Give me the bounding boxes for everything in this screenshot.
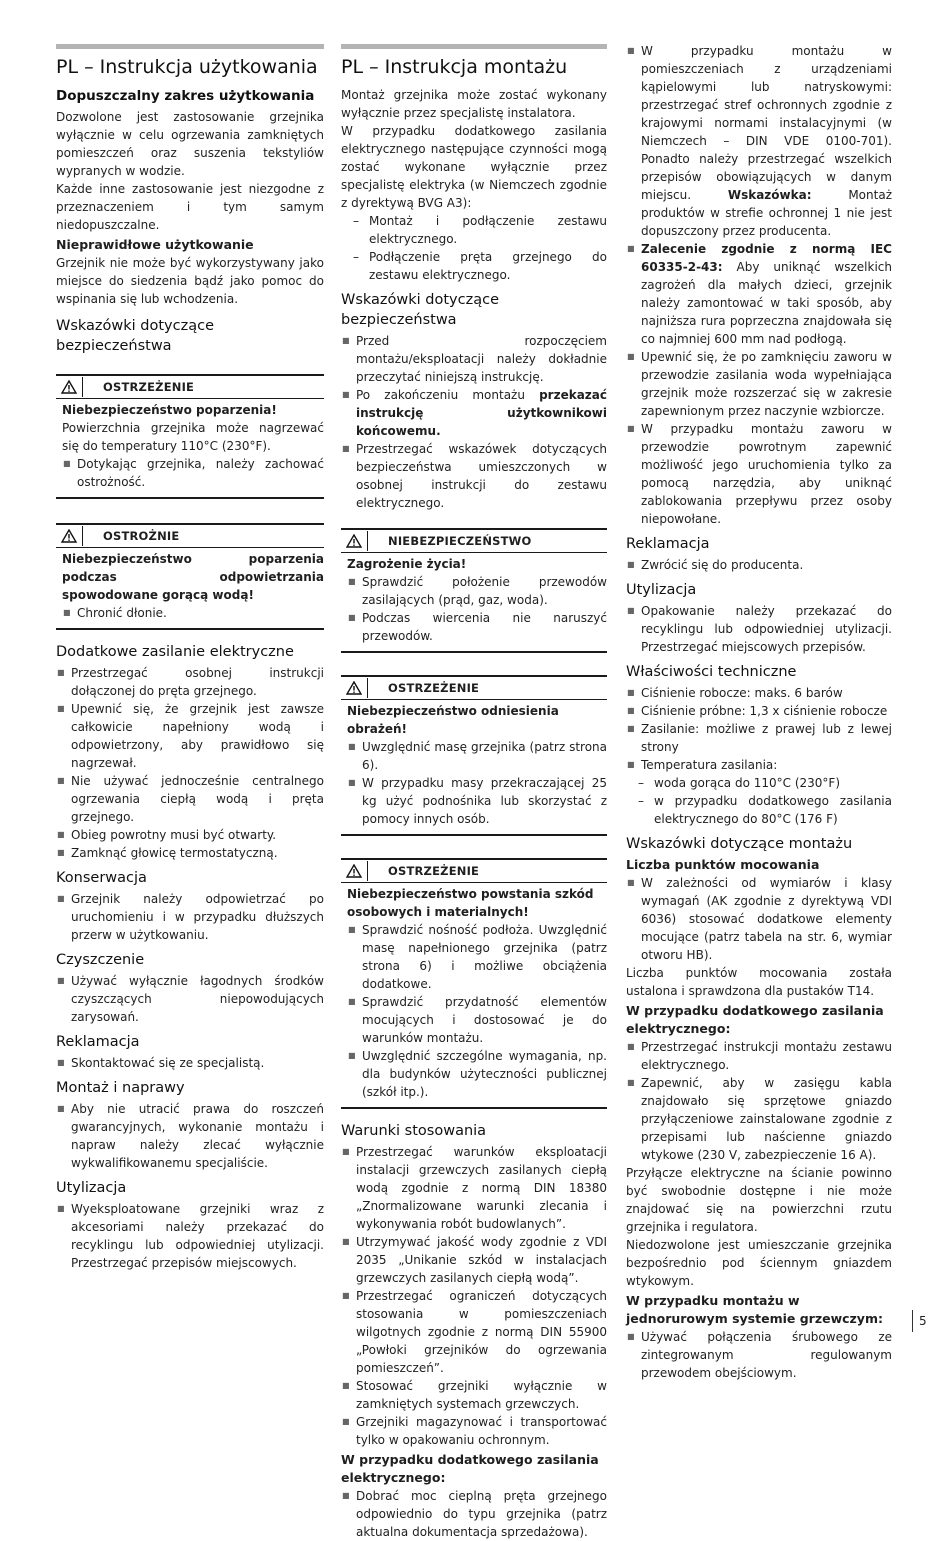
bullet-list — [341, 1143, 607, 1449]
list-item-text: W przypadku montażu w pomieszczeniach z urządzeniami kąpielowymi lub natryskowymi: przestrzegać stref ochronnych zgodnie z krajowymi normami instalacyjnymi (w Niemczech – DIN VDE 0100-701). Ponadto należy przestrzegać wszelkich przepisów obowiązujących w danym miejscu. — [641, 44, 892, 202]
list-item: ■ Upewnić się, że grzejnik jest zawsze całkowicie napełniony wodą i odpowietrzony, aby prawidłowo się nagrzewał. — [56, 700, 324, 772]
bullet-list — [626, 42, 892, 528]
warning-header — [341, 675, 607, 700]
list-item: ■ Przestrzegać instrukcji montażu zestawu elektrycznego. — [626, 1038, 892, 1074]
list-item: ■ Używać połączenia śrubowego ze zintegrowanym regulowanym przewodem obejściowym. — [626, 1328, 892, 1382]
list-item: ■ Przestrzegać wskazówek dotyczących bezpieczeństwa umieszczonych w osobnej instrukcji do zestawu elektrycznego. — [341, 440, 607, 512]
paragraph: Grzejnik nie może być wykorzystywany jako miejsce do siedzenia bądź jako pomoc do wspinania się lub wchodzenia. — [56, 256, 324, 306]
section-heading: Wskazówki dotyczące bezpieczeństwa — [56, 318, 214, 354]
warning-triangle-icon — [341, 861, 368, 881]
list-item-text: Po zakończeniu montażu — [356, 388, 540, 402]
warning-label: OSTRZEŻENIE — [388, 864, 480, 878]
list-item — [626, 42, 892, 240]
warning-body — [56, 399, 324, 499]
list-item: ■ Przestrzegać osobnej instrukcji dołączonej do pręta grzejnego. — [56, 664, 324, 700]
section-heading: Dopuszczalny zakres użytkowania — [56, 88, 315, 104]
warning-header — [341, 858, 607, 883]
list-item: ■ Wyeksploatowane grzejniki wraz z akcesoriami należy przekazać do recyklingu lub odpowiedniej utylizacji. Przestrzegać przepisów miejscowych. — [56, 1200, 324, 1272]
warning-box — [341, 528, 607, 653]
list-item: ■ Grzejniki magazynować i transportować tylko w opakowaniu ochronnym. — [341, 1413, 607, 1449]
column-middle — [341, 44, 607, 1541]
warning-box — [341, 858, 607, 1109]
list-item: ■ Uwzględnić masę grzejnika (patrz strona 6). — [347, 738, 607, 774]
dash-list — [626, 774, 892, 828]
list-item: ■ Przestrzegać ograniczeń dotyczących stosowania w pomieszczeniach wilgotnych zgodnie z normą DIN 55900 „Powłoki grzejników do ogrzewania pomieszczeń”. — [341, 1287, 607, 1377]
warning-box — [341, 675, 607, 836]
bullet-list — [56, 664, 324, 862]
warning-box — [56, 374, 324, 499]
subheading: W przypadku dodatkowego zasilania elektrycznego: — [626, 1003, 884, 1036]
list-item: ■ Ciśnienie robocze: maks. 6 barów — [626, 684, 892, 702]
list-item: ■ Chronić dłonie. — [62, 604, 324, 622]
warning-header — [56, 523, 324, 548]
list-item: ■ Nie używać jednocześnie centralnego ogrzewania ciepłą wodą i pręta grzejnego. — [56, 772, 324, 826]
warning-body — [341, 553, 607, 653]
warning-title: Niebezpieczeństwo poparzenia podczas odpowietrzania spowodowane gorącą wodą! — [62, 552, 324, 602]
warning-triangle-icon — [56, 526, 83, 546]
list-item-emphasis: Wskazówka: — [727, 188, 812, 202]
section-heading: Wskazówki dotyczące montażu — [626, 836, 853, 852]
column-rule — [341, 44, 607, 49]
list-item: ■ Przestrzegać warunków eksploatacji instalacji grzewczych zasilanych ciepłą wodą zgodnie z normą DIN 18380 „Znormalizowane warunki zlecania i wykonywania robót budowlanych”. — [341, 1143, 607, 1233]
list-item: ■ W przypadku montażu zaworu w przewodzie powrotnym zapewnić możliwość jego uruchomienia tylko za pomocą narzędzia, aby uniknąć zablokowania przepływu przez osoby niepowołane. — [626, 420, 892, 528]
list-item-emphasis: Zalecenie zgodnie z normą IEC 60335-2-43: — [641, 242, 892, 274]
list-item: ■ Przed rozpoczęciem montażu/eksploatacji należy dokładnie przeczytać niniejszą instrukcję. — [341, 332, 607, 386]
section-heading: Właściwości techniczne — [626, 664, 797, 680]
list-item-emphasis: przekazać instrukcję użytkownikowi końcowemu. — [356, 388, 607, 438]
list-item: ■ Grzejnik należy odpowietrzać po uruchomieniu i w przypadku dłuższych przerw w użytkowaniu. — [56, 890, 324, 944]
column-right — [626, 42, 892, 1382]
list-item — [626, 240, 892, 348]
subheading: Liczba punktów mocowania — [626, 857, 820, 872]
list-item: ■ Zamknąć głowicę termostatyczną. — [56, 844, 324, 862]
list-item: ■ Ciśnienie próbne: 1,3 x ciśnienie robocze — [626, 702, 892, 720]
list-item: – Montaż i podłączenie zestawu elektrycznego. — [341, 212, 607, 248]
list-item — [341, 386, 607, 440]
list-item: ■ Sprawdzić nośność podłoża. Uwzględnić masę napełnionego grzejnika (patrz strona 6) i możliwe obciążenia dodatkowe. — [347, 921, 607, 993]
list-item: ■ Stosować grzejniki wyłącznie w zamkniętych systemach grzewczych. — [341, 1377, 607, 1413]
warning-triangle-icon — [56, 377, 83, 397]
warning-label: NIEBEZPIECZEŃSTWO — [388, 534, 532, 548]
list-item: ■ Temperatura zasilania: — [626, 756, 892, 774]
warning-label: OSTRZEŻENIE — [388, 681, 480, 695]
section-heading: Warunki stosowania — [341, 1123, 487, 1139]
list-item: ■ W zależności od wymiarów i klasy wymagań (AK zgodnie z dyrektywą VDI 6036) stosować dodatkowe elementy mocujące (patrz tabela na str. 6, wymiar otworu HB). — [626, 874, 892, 964]
bullet-list — [341, 332, 607, 512]
warning-label: OSTROŻNIE — [103, 529, 180, 543]
warning-header — [56, 374, 324, 399]
warning-header — [341, 528, 607, 553]
paragraph: Montaż grzejnika może zostać wykonany wyłącznie przez specjalistę instalatora. — [341, 88, 607, 120]
paragraph: Każde inne zastosowanie jest niezgodne z przeznaczeniem i tym samym niedopuszczalne. — [56, 182, 324, 232]
subheading: W przypadku montażu w jednorurowym systemie grzewczym: — [626, 1293, 883, 1326]
warning-label: OSTRZEŻENIE — [103, 380, 195, 394]
warning-title: Zagrożenie życia! — [347, 557, 467, 571]
list-item: – w przypadku dodatkowego zasilania elektrycznego do 80°C (176 F) — [626, 792, 892, 828]
list-item: ■ Dotykając grzejnika, należy zachować ostrożność. — [62, 455, 324, 491]
warning-triangle-icon — [341, 678, 368, 698]
section-title: PL – Instrukcja montażu — [341, 56, 568, 78]
list-item: ■ Zasilanie: możliwe z prawej lub z lewej strony — [626, 720, 892, 756]
list-item-text: Aby uniknąć wszelkich zagrożeń dla małych dzieci, grzejnik należy zamontować w taki sposób, aby najniższa rura poprzeczna znajdowała się co najmniej 600 mm nad podłogą. — [641, 260, 892, 346]
bullet-list — [626, 684, 892, 774]
page-title: PL – Instrukcja użytkowania — [56, 56, 318, 78]
list-item: ■ Podczas wiercenia nie naruszyć przewodów. — [347, 609, 607, 645]
list-item: ■ Obieg powrotny musi być otwarty. — [56, 826, 324, 844]
paragraph: Dozwolone jest zastosowanie grzejnika wyłącznie w celu ogrzewania zamkniętych pomieszczeń oraz suszenia tekstyliów wypranych w wodzie. — [56, 110, 324, 178]
warning-body — [56, 548, 324, 630]
warning-body — [341, 700, 607, 836]
list-item: – woda gorąca do 110°C (230°F) — [626, 774, 892, 792]
warning-box — [56, 523, 324, 630]
list-item: ■ Aby nie utracić prawa do roszczeń gwarancyjnych, wykonanie montażu i napraw należy zlecać wyłącznie wykwalifikowanemu specjaliście. — [56, 1100, 324, 1172]
list-item: ■ W przypadku masy przekraczającej 25 kg użyć podnośnika lub skorzystać z pomocy innych osób. — [347, 774, 607, 828]
column-left — [56, 44, 324, 1272]
column-rule — [56, 44, 324, 49]
list-item: ■ Zwrócić się do producenta. — [626, 556, 892, 574]
subheading: Nieprawidłowe użytkowanie — [56, 237, 254, 252]
section-heading: Dodatkowe zasilanie elektryczne — [56, 644, 294, 660]
paragraph: Powierzchnia grzejnika może nagrzewać się do temperatury 110°C (230°F). — [62, 421, 324, 453]
section-heading: Reklamacja — [626, 536, 710, 552]
warning-title: Niebezpieczeństwo powstania szkód osobowych i materialnych! — [347, 887, 594, 919]
list-item: ■ Zapewnić, aby w zasięgu kabla znajdowało się sprzętowe gniazdo przyłączeniowe zainstalowane zgodnie z przepisami lub naścienne gniazdo wtykowe (230 V, zabezpieczenie 16 A). — [626, 1074, 892, 1164]
list-item: ■ Upewnić się, że po zamknięciu zaworu w przewodzie zasilania woda wypełniająca grzejnik może rozszerzać się w zakresie zapewnionym przez naczynie wzbiorcze. — [626, 348, 892, 420]
section-heading: Konserwacja — [56, 870, 147, 886]
section-heading: Reklamacja — [56, 1034, 140, 1050]
list-item: ■ Sprawdzić położenie przewodów zasilających (prąd, gaz, woda). — [347, 573, 607, 609]
section-heading: Montaż i naprawy — [56, 1080, 185, 1096]
list-item: ■ Dobrać moc cieplną pręta grzejnego odpowiednio do typu grzejnika (patrz aktualna dokumentacja sprzedażowa). — [341, 1487, 607, 1541]
section-heading: Wskazówki dotyczące bezpieczeństwa — [341, 292, 499, 328]
section-heading: Czyszczenie — [56, 952, 145, 968]
list-item: ■ Uwzględnić szczególne wymagania, np. dla budynków użyteczności publicznej (szkół itp.). — [347, 1047, 607, 1101]
list-item: – Podłączenie pręta grzejnego do zestawu elektrycznego. — [341, 248, 607, 284]
list-item: ■ Skontaktować się ze specjalistą. — [56, 1054, 324, 1072]
warning-triangle-icon — [341, 531, 368, 551]
section-heading: Utylizacja — [626, 582, 697, 598]
warning-body — [341, 883, 607, 1109]
paragraph: W przypadku dodatkowego zasilania elektrycznego następujące czynności mogą zostać wykonane wyłącznie przez specjalistę elektryka (w Niemczech zgodnie z dyrektywą BVG A3): — [341, 124, 607, 210]
paragraph: Niedozwolone jest umieszczanie grzejnika bezpośrednio pod ściennym gniazdem wtykowym. — [626, 1238, 892, 1288]
list-item-text: Montaż produktów w strefie ochronnej 1 nie jest dopuszczony przez producenta. — [641, 188, 892, 238]
paragraph: Przyłącze elektryczne na ścianie powinno być swobodnie dostępne i nie może znajdować się na powierzchni rzutu grzejnika i regulatora. — [626, 1166, 892, 1234]
paragraph: Liczba punktów mocowania została ustalona i sprawdzona dla pustaków T14. — [626, 966, 892, 998]
bullet-list — [626, 1038, 892, 1164]
dash-list — [341, 212, 607, 284]
list-item: ■ Używać wyłącznie łagodnych środków czyszczących niepowodujących zarysowań. — [56, 972, 324, 1026]
list-item: ■ Utrzymywać jakość wody zgodnie z VDI 2035 „Unikanie szkód w instalacjach grzewczych zasilanych ciepłą wodą”. — [341, 1233, 607, 1287]
page-number: 5 — [912, 1310, 927, 1332]
subheading: W przypadku dodatkowego zasilania elektrycznego: — [341, 1452, 599, 1485]
list-item: ■ Sprawdzić przydatność elementów mocujących i dostosować je do warunków montażu. — [347, 993, 607, 1047]
warning-title: Niebezpieczeństwo odniesienia obrażeń! — [347, 704, 559, 736]
warning-title: Niebezpieczeństwo poparzenia! — [62, 403, 277, 417]
section-heading: Utylizacja — [56, 1180, 127, 1196]
list-item: ■ Opakowanie należy przekazać do recyklingu lub odpowiedniej utylizacji. Przestrzegać miejscowych przepisów. — [626, 602, 892, 656]
